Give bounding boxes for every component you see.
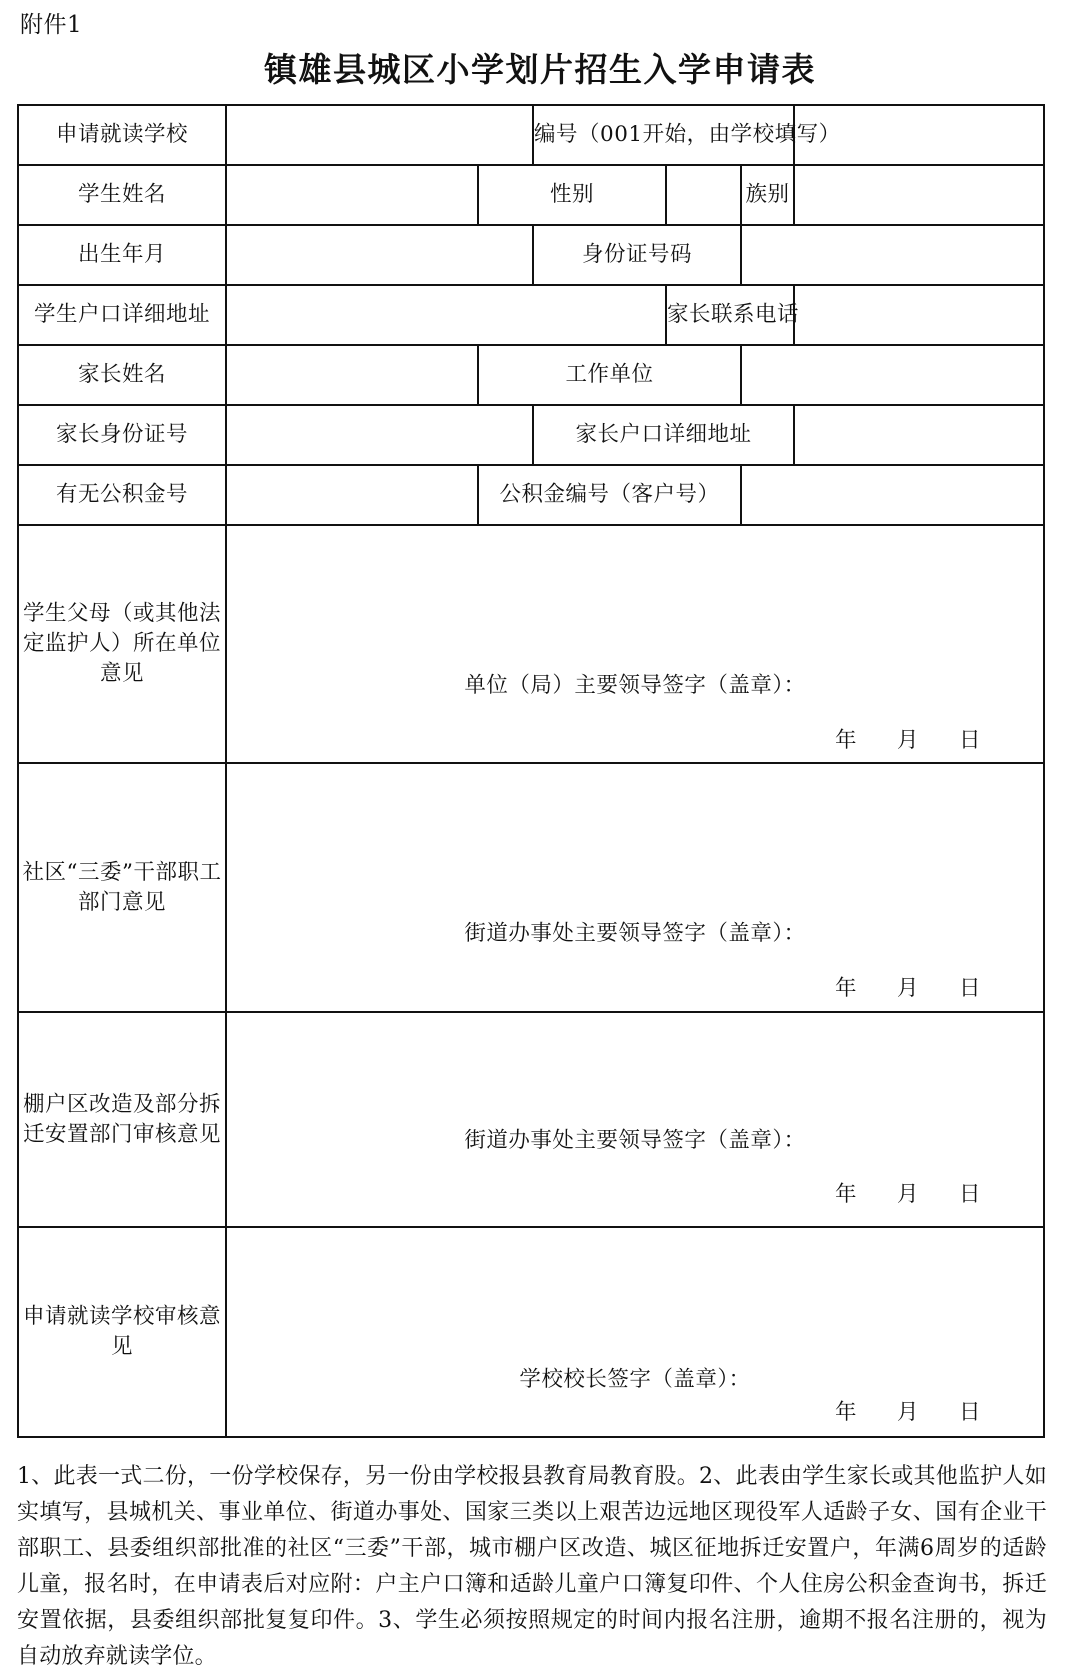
signature-line-unit: 单位（局）主要领导签字（盖章）： (464, 673, 806, 698)
input-parent-hukou-address[interactable] (794, 405, 1044, 465)
table-row-opinion-unit (18, 525, 1044, 763)
label-opinion-relocation: 棚户区改造及部分拆迁安置部门审核意见 (18, 1012, 226, 1227)
attachment-label: 附件1 (20, 12, 83, 38)
date-month-relocation: 月 (897, 1182, 920, 1207)
date-year-relocation: 年 (835, 1182, 858, 1207)
input-birth-date[interactable] (226, 225, 533, 285)
table-row-apply-school (18, 105, 1044, 165)
label-id-number: 身份证号码 (533, 225, 741, 285)
signature-line-school: 学校校长签字（盖章）： (519, 1367, 751, 1392)
label-gender: 性别 (478, 165, 666, 225)
table-row-opinion-community (18, 763, 1044, 1012)
label-student-name: 学生姓名 (18, 165, 226, 225)
footer-notes: 1、此表一式二份，一份学校保存，另一份由学校报县教育局教育股。2、此表由学生家长或其他监护人如实填写，县城机关、事业单位、街道办事处、国家三类以上艰苦边远地区现役军人适龄子女、国有企业干部职工、县委组织部批准的社区“三委”干部，城市棚户区改造、城区征地拆迁安置户，年满6周岁的适龄儿童，报名时，在申请表后对应附：户主户口簿和适龄儿童户口簿复印件、个人住房公积金查询书，拆迁安置依据，县委组织部批复复印件。3、学生必须按照规定的时间内报名注册，逾期不报名注册的，视为自动放弃就读学位。 (17, 1464, 1047, 1669)
label-birth-date: 出生年月 (18, 225, 226, 285)
table-row-student-name (18, 165, 1044, 225)
input-apply-school[interactable] (226, 105, 533, 165)
input-parent-id-number[interactable] (226, 405, 533, 465)
date-month-community: 月 (897, 976, 920, 1001)
input-student-hukou-address[interactable] (226, 285, 666, 345)
signature-line-relocation: 街道办事处主要领导签字（盖章）： (464, 1128, 806, 1153)
date-day-relocation: 日 (959, 1182, 982, 1207)
application-form-table (17, 104, 1045, 1438)
input-parent-phone[interactable] (794, 285, 1044, 345)
input-ethnicity[interactable] (794, 165, 1044, 225)
date-line-relocation (835, 1180, 981, 1210)
label-fund-account-number: 公积金编号（客户号） (478, 465, 741, 525)
input-fund-account-number[interactable] (741, 465, 1044, 525)
signature-line-community: 街道办事处主要领导签字（盖章）： (464, 921, 806, 946)
date-day-school: 日 (959, 1400, 982, 1425)
label-work-unit: 工作单位 (478, 345, 741, 405)
opinion-unit-body[interactable] (226, 525, 1044, 763)
label-opinion-unit: 学生父母（或其他法定监护人）所在单位意见 (18, 525, 226, 763)
table-row-student-address (18, 285, 1044, 345)
label-serial-number: 编号（001开始，由学校填写） (533, 105, 794, 165)
input-work-unit[interactable] (741, 345, 1044, 405)
input-gender[interactable] (666, 165, 741, 225)
input-parent-name[interactable] (226, 345, 478, 405)
date-day-community: 日 (959, 976, 982, 1001)
table-row-fund-account (18, 465, 1044, 525)
date-line-community (835, 974, 981, 1004)
input-student-name[interactable] (226, 165, 478, 225)
label-opinion-community: 社区“三委”干部职工部门意见 (18, 763, 226, 1012)
label-parent-id-number: 家长身份证号 (18, 405, 226, 465)
date-day-unit: 日 (959, 728, 982, 753)
table-row-parent-id (18, 405, 1044, 465)
table-row-birth-date (18, 225, 1044, 285)
table-row-opinion-relocation (18, 1012, 1044, 1227)
label-student-hukou-address: 学生户口详细地址 (18, 285, 226, 345)
label-apply-school: 申请就读学校 (18, 105, 226, 165)
label-parent-phone: 家长联系电话 (666, 285, 794, 345)
date-year-community: 年 (835, 976, 858, 1001)
date-year-school: 年 (835, 1400, 858, 1425)
opinion-school-body[interactable] (226, 1227, 1044, 1437)
label-has-fund-account: 有无公积金号 (18, 465, 226, 525)
input-id-number[interactable] (741, 225, 1044, 285)
page-title: 镇雄县城区小学划片招生入学申请表 (264, 50, 816, 89)
opinion-community-body[interactable] (226, 763, 1044, 1012)
opinion-relocation-body[interactable] (226, 1012, 1044, 1227)
label-parent-hukou-address: 家长户口详细地址 (533, 405, 794, 465)
date-line-unit (835, 726, 981, 756)
input-has-fund-account[interactable] (226, 465, 478, 525)
table-row-parent-name (18, 345, 1044, 405)
date-month-school: 月 (897, 1400, 920, 1425)
label-parent-name: 家长姓名 (18, 345, 226, 405)
table-row-opinion-school (18, 1227, 1044, 1437)
label-opinion-school: 申请就读学校审核意见 (18, 1227, 226, 1437)
date-month-unit: 月 (897, 728, 920, 753)
date-year-unit: 年 (835, 728, 858, 753)
date-line-school (835, 1398, 981, 1428)
label-ethnicity: 族别 (741, 165, 794, 225)
